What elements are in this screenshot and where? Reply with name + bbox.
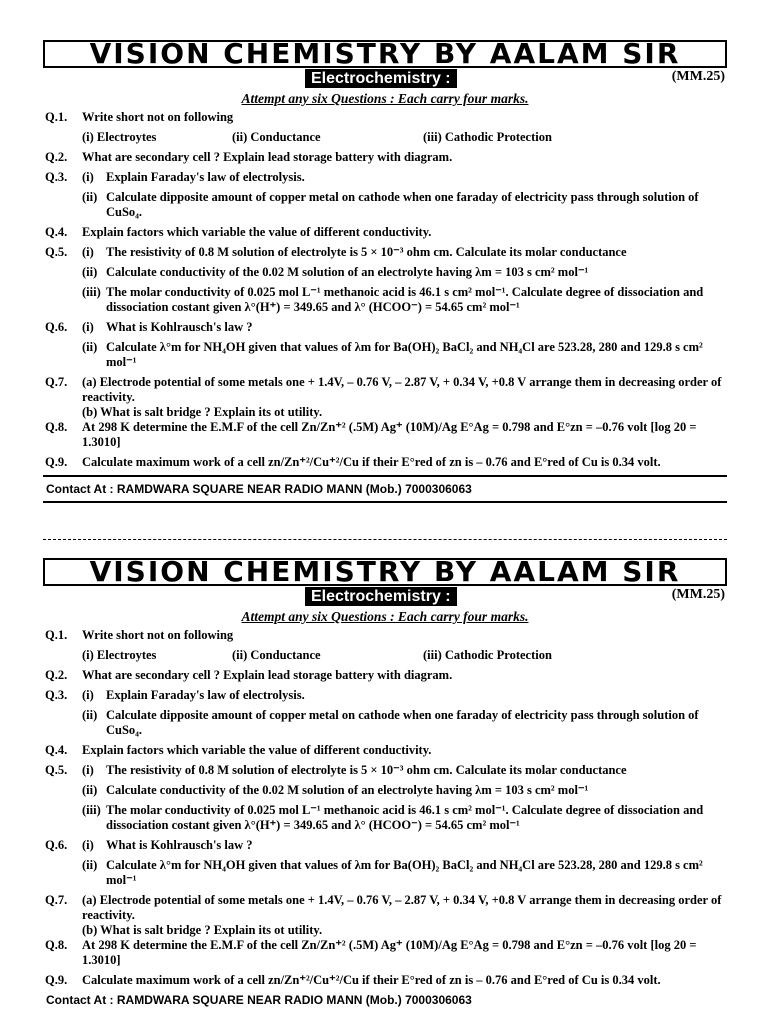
banner: VISION CHEMISTRY BY AALAM SIR [43,40,727,68]
question-5: Q.5. (i) The resistivity of 0.8 M solution of electrolyte is 5 × 10⁻³ ohm cm. Calculate its molar conductance (ii) Calculate conductivity of the 0.02 M solution of an electrolyte having λm = 103 s cm² mol⁻¹ (iii) The molar conductivity of 0.025 mol L⁻¹ methanoic acid is 46.1 s cm² mol⁻¹. Calculate degree of dissociation and dissociation costant given λ°(H⁺) = 349.65 and λ° (HCOO⁻) = 54.65 cm² mol⁻¹ [45,245,704,314]
question-7: Q.7. (a) Electrode potential of some metals one + 1.4V, – 0.76 V, – 2.87 V, + 0.34 V, +0.8 V arrange them in decreasing order of reactivity. (b) What is salt bridge ? Explain its ot utility. [45,375,722,419]
question-8: Q.8. At 298 K determine the E.M.F of the cell Zn/Zn⁺² (.5M) Ag⁺ (10M)/Ag E°Ag = 0.798 and E°zn = –0.76 volt [log 20 = 1.3010] [45,938,697,967]
subject-title: Electrochemistry : [305,69,457,88]
contact-info: Contact At : RAMDWARA SQUARE NEAR RADIO MANN (Mob.) 7000306063 [46,482,472,496]
title-row [43,586,727,608]
max-marks: (MM.25) [671,69,725,84]
question-4: Q.4. Explain factors which variable the value of different conductivity. [45,743,432,757]
question-1: Q.1. Write short not on following (i) Electroytes (ii) Conductance (iii) Cathodic Protection [45,628,552,662]
question-4: Q.4. Explain factors which variable the value of different conductivity. [45,225,432,239]
question-9: Q.9. Calculate maximum work of a cell zn/Zn⁺²/Cu⁺²/Cu if their E°red of zn is – 0.76 and E°red of Cu is 0.34 volt. [45,973,661,987]
cut-line [43,539,727,540]
subject-title: Electrochemistry : [305,587,457,606]
question-9: Q.9. Calculate maximum work of a cell zn/Zn⁺²/Cu⁺²/Cu if their E°red of zn is – 0.76 and E°red of Cu is 0.34 volt. [45,455,661,469]
question-sheet-top [43,40,727,503]
instruction: Attempt any six Questions : Each carry four marks. [241,609,529,624]
question-6: Q.6. (i) What is Kohlrausch's law ? (ii) Calculate λ°m for NH₄OH given that values of λm for Ba(OH)₂ BaCl₂ and NH₄Cl are 523.28, 280 and 129.8 s cm² mol⁻¹ [45,838,703,887]
title-row [43,68,727,90]
question-3: Q.3. (i) Explain Faraday's law of electrolysis. (ii) Calculate dipposite amount of copper metal on cathode when one faraday of electricity pass through solution of CuSo₄. [45,170,699,219]
question-5: Q.5. (i) The resistivity of 0.8 M solution of electrolyte is 5 × 10⁻³ ohm cm. Calculate its molar conductance (ii) Calculate conductivity of the 0.02 M solution of an electrolyte having λm = 103 s cm² mol⁻¹ (iii) The molar conductivity of 0.025 mol L⁻¹ methanoic acid is 46.1 s cm² mol⁻¹. Calculate degree of dissociation and dissociation costant given λ°(H⁺) = 349.65 and λ° (HCOO⁻) = 54.65 cm² mol⁻¹ [45,763,704,832]
question-8: Q.8. At 298 K determine the E.M.F of the cell Zn/Zn⁺² (.5M) Ag⁺ (10M)/Ag E°Ag = 0.798 and E°zn = –0.76 volt [log 20 = 1.3010] [45,420,697,449]
banner: VISION CHEMISTRY BY AALAM SIR [43,558,727,586]
question-1: Q.1. Write short not on following (i) Electroytes (ii) Conductance (iii) Cathodic Protection [45,110,552,144]
question-6: Q.6. (i) What is Kohlrausch's law ? (ii) Calculate λ°m for NH₄OH given that values of λm for Ba(OH)₂ BaCl₂ and NH₄Cl are 523.28, 280 and 129.8 s cm² mol⁻¹ [45,320,703,369]
instruction: Attempt any six Questions : Each carry four marks. [241,91,529,106]
max-marks: (MM.25) [671,587,725,602]
question-sheet-bottom [43,558,727,1007]
question-2: Q.2. What are secondary cell ? Explain lead storage battery with diagram. [45,150,453,164]
question-2: Q.2. What are secondary cell ? Explain lead storage battery with diagram. [45,668,453,682]
divider [43,501,727,503]
question-7: Q.7. (a) Electrode potential of some metals one + 1.4V, – 0.76 V, – 2.87 V, + 0.34 V, +0.8 V arrange them in decreasing order of reactivity. (b) What is salt bridge ? Explain its ot utility. [45,893,722,937]
question-3: Q.3. (i) Explain Faraday's law of electrolysis. (ii) Calculate dipposite amount of copper metal on cathode when one faraday of electricity pass through solution of CuSo₄. [45,688,699,737]
contact-info: Contact At : RAMDWARA SQUARE NEAR RADIO MANN (Mob.) 7000306063 [46,993,472,1007]
